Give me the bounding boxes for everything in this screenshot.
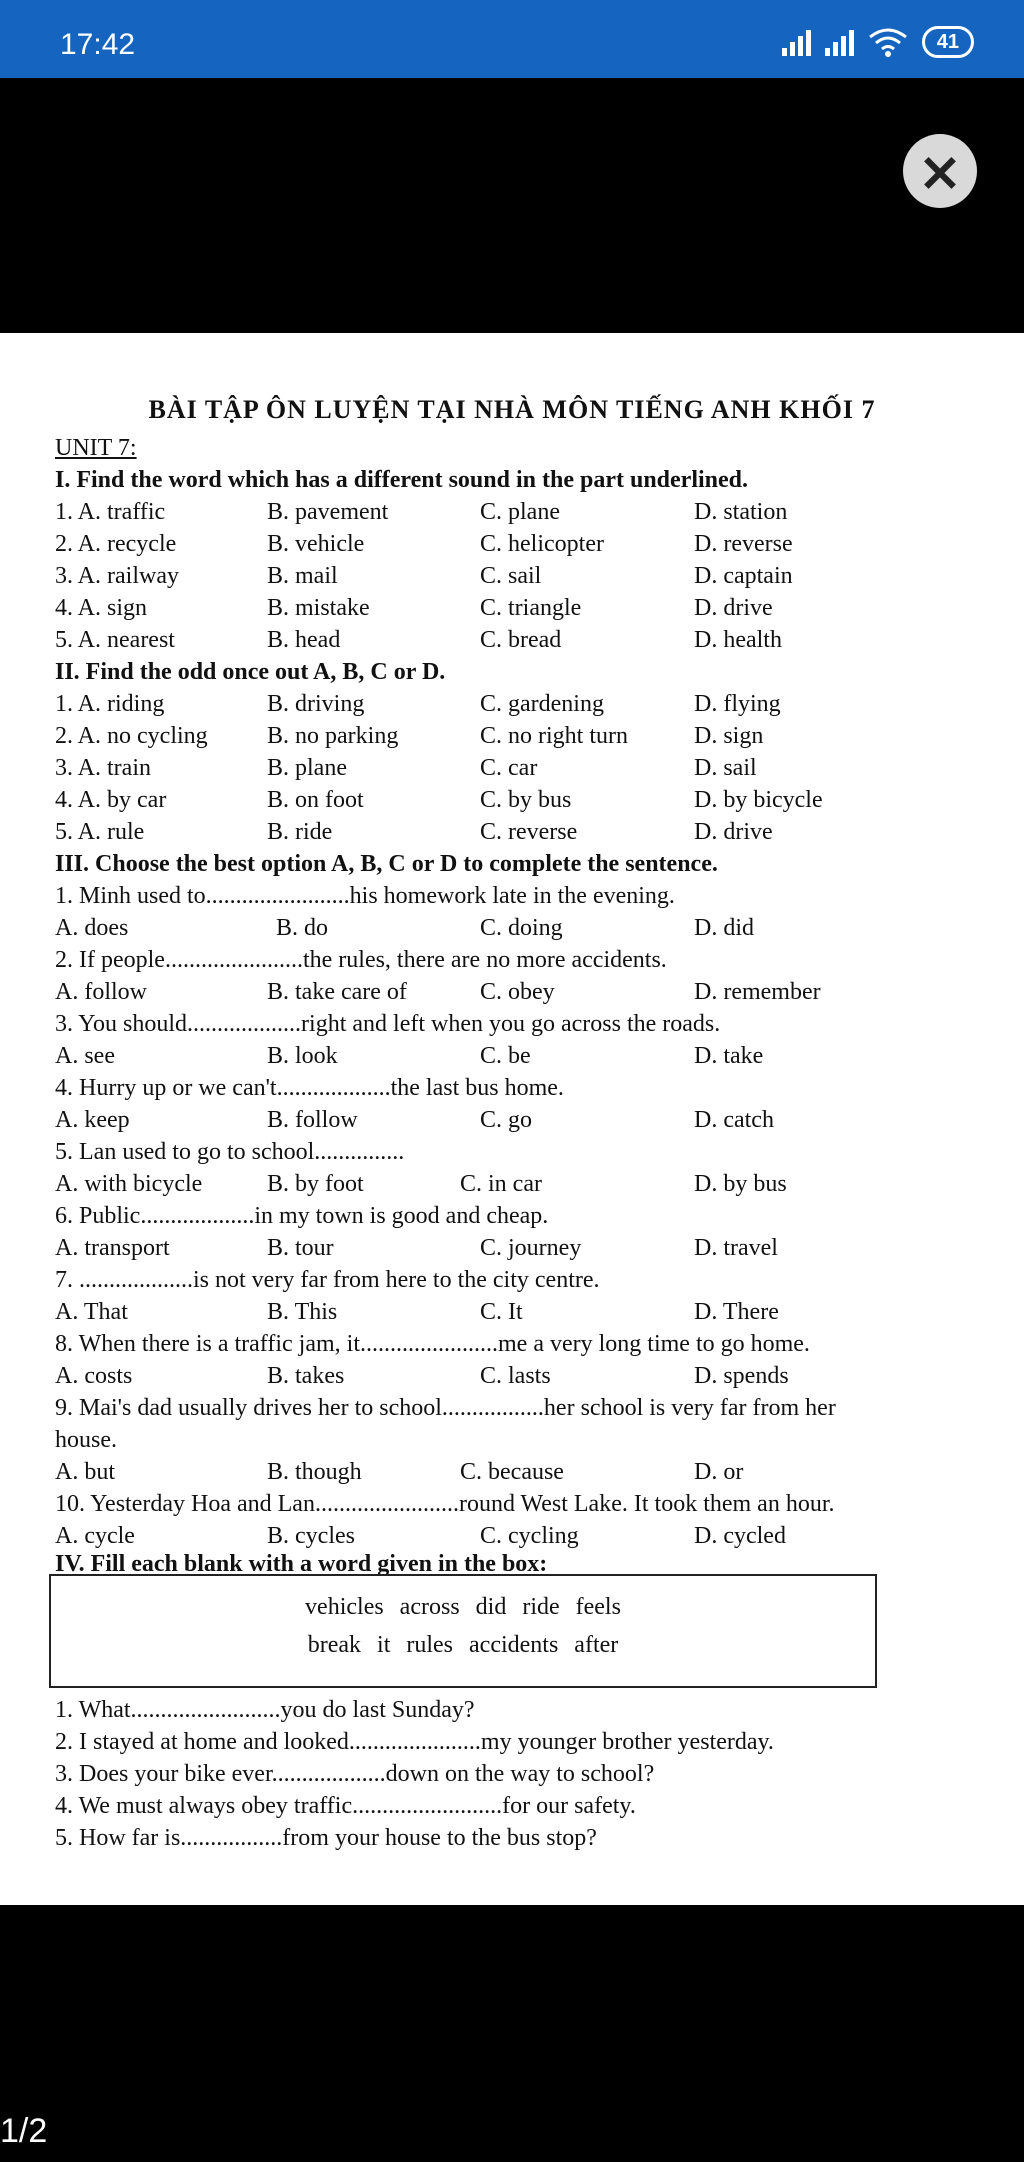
q8-a: A. costs [55, 1363, 133, 1389]
p2-2-c: C. no right turn [480, 723, 628, 749]
wifi-icon [868, 27, 908, 57]
section-2-heading: II. Find the odd once out A, B, C or D. [55, 659, 446, 685]
p2-3-d: D. sail [694, 755, 757, 781]
q5-b: B. by foot [267, 1171, 364, 1197]
question-2: 2. If people.......................the rules, there are no more accidents. [55, 947, 667, 973]
q7-d: D. There [694, 1299, 779, 1325]
q10-d: D. cycled [694, 1523, 786, 1549]
signal-icon [782, 28, 811, 56]
q9-b: B. though [267, 1459, 362, 1485]
q2-b: B. take care of [267, 979, 407, 1005]
q1-c: C. doing [480, 915, 563, 941]
p1-2-d: D. reverse [694, 531, 793, 557]
p1-4-b: B. mistake [267, 595, 370, 621]
p1-1-b: B. pavement [267, 499, 389, 525]
p1-2-b: B. vehicle [267, 531, 365, 557]
p1-5-c: C. bread [480, 627, 562, 653]
q2-c: C. obey [480, 979, 555, 1005]
q7-c: C. It [480, 1299, 523, 1325]
p1-4-d: D. drive [694, 595, 773, 621]
question-1: 1. Minh used to........................his homework late in the evening. [55, 883, 675, 909]
p1-2-a: 2. A. recycle [55, 531, 177, 557]
p1-5-a: 5. A. nearest [55, 627, 175, 653]
section-1-heading: I. Find the word which has a different sound in the part underlined. [55, 467, 748, 493]
q6-b: B. tour [267, 1235, 334, 1261]
fill-3: 3. Does your bike ever...................down on the way to school? [55, 1761, 655, 1787]
p2-4-a: 4. A. by car [55, 787, 167, 813]
battery-icon: 41 [922, 26, 974, 58]
p1-3-c: C. sail [480, 563, 542, 589]
question-5: 5. Lan used to go to school............... [55, 1139, 405, 1165]
unit-heading: UNIT 7: [55, 435, 137, 461]
p2-4-d: D. by bicycle [694, 787, 823, 813]
p2-5-c: C. reverse [480, 819, 578, 845]
p2-2-d: D. sign [694, 723, 764, 749]
p2-2-a: 2. A. no cycling [55, 723, 208, 749]
q1-d: D. did [694, 915, 754, 941]
q5-a: A. with bicycle [55, 1171, 203, 1197]
p2-5-b: B. ride [267, 819, 333, 845]
question-10: 10. Yesterday Hoa and Lan........................round West Lake. It took them an hour. [55, 1491, 835, 1517]
fill-2: 2. I stayed at home and looked......................my younger brother yesterday. [55, 1729, 774, 1755]
q1-a: A. does [55, 915, 129, 941]
p1-1-c: C. plane [480, 499, 560, 525]
section-4-heading: IV. Fill each blank with a word given in the box: [55, 1551, 548, 1577]
q3-c: C. be [480, 1043, 531, 1069]
q9-c: C. because [460, 1459, 564, 1485]
q8-c: C. lasts [480, 1363, 551, 1389]
p1-1-d: D. station [694, 499, 788, 525]
word-box-row-2: break it rules accidents after [307, 1632, 619, 1658]
p2-1-a: 1. A. riding [55, 691, 165, 717]
p1-4-a: 4. A. sign [55, 595, 148, 621]
q5-d: D. by bus [694, 1171, 787, 1197]
q10-a: A. cycle [55, 1523, 135, 1549]
q4-b: B. follow [267, 1107, 358, 1133]
question-3: 3. You should...................right and left when you go across the roads. [55, 1011, 721, 1037]
p2-1-b: B. driving [267, 691, 365, 717]
signal-icon-2 [825, 28, 854, 56]
q3-a: A. see [55, 1043, 115, 1069]
q8-d: D. spends [694, 1363, 789, 1389]
q5-c: C. in car [460, 1171, 542, 1197]
status-icons [782, 26, 974, 58]
q10-c: C. cycling [480, 1523, 579, 1549]
page-indicator: 1/2 [0, 2112, 48, 2150]
q10-b: B. cycles [267, 1523, 355, 1549]
close-button[interactable]: × [903, 134, 977, 208]
status-time: 17:42 [60, 28, 136, 61]
q6-a: A. transport [55, 1235, 170, 1261]
question-7: 7. ...................is not very far from here to the city centre. [55, 1267, 600, 1293]
q9-a: A. but [55, 1459, 115, 1485]
fill-5: 5. How far is.................from your house to the bus stop? [55, 1825, 597, 1851]
p2-2-b: B. no parking [267, 723, 399, 749]
p2-3-a: 3. A. train [55, 755, 151, 781]
question-8: 8. When there is a traffic jam, it.......................me a very long time to go home. [55, 1331, 810, 1357]
q2-a: A. follow [55, 979, 147, 1005]
q7-a: A. That [55, 1299, 128, 1325]
p1-3-a: 3. A. railway [55, 563, 179, 589]
q7-b: B. This [267, 1299, 338, 1325]
p1-3-b: B. mail [267, 563, 338, 589]
p1-5-d: D. health [694, 627, 782, 653]
q2-d: D. remember [694, 979, 821, 1005]
p1-5-b: B. head [267, 627, 341, 653]
q4-d: D. catch [694, 1107, 774, 1133]
doc-title: BÀI TẬP ÔN LUYỆN TẠI NHÀ MÔN TIẾNG ANH KHỐI 7 [148, 395, 876, 424]
question-6: 6. Public...................in my town is good and cheap. [55, 1203, 549, 1229]
q8-b: B. takes [267, 1363, 345, 1389]
p1-4-c: C. triangle [480, 595, 582, 621]
q9-d: D. or [694, 1459, 744, 1485]
p2-4-c: C. by bus [480, 787, 572, 813]
word-box-row-1: vehicles across did ride feels [305, 1594, 621, 1620]
section-3-heading: III. Choose the best option A, B, C or D to complete the sentence. [55, 851, 718, 877]
question-9: 9. Mai's dad usually drives her to school.................her school is very far from her [55, 1395, 836, 1421]
status-bar [0, 0, 1024, 78]
word-box [49, 1574, 877, 1688]
q4-a: A. keep [55, 1107, 130, 1133]
p2-3-b: B. plane [267, 755, 347, 781]
p2-4-b: B. on foot [267, 787, 364, 813]
q3-b: B. look [267, 1043, 338, 1069]
p2-5-a: 5. A. rule [55, 819, 145, 845]
q4-c: C. go [480, 1107, 533, 1133]
q6-c: C. journey [480, 1235, 582, 1261]
p1-1-a: 1. A. traffic [55, 499, 166, 525]
q3-d: D. take [694, 1043, 764, 1069]
p2-1-c: C. gardening [480, 691, 604, 717]
fill-1: 1. What.........................you do last Sunday? [55, 1697, 475, 1723]
fill-4: 4. We must always obey traffic.........................for our safety. [55, 1793, 636, 1819]
p1-3-d: D. captain [694, 563, 793, 589]
q6-d: D. travel [694, 1235, 778, 1261]
p1-2-c: C. helicopter [480, 531, 604, 557]
question-9-cont: house. [55, 1427, 117, 1453]
p2-5-d: D. drive [694, 819, 773, 845]
p2-1-d: D. flying [694, 691, 781, 717]
p2-3-c: C. car [480, 755, 538, 781]
document-page [0, 333, 1024, 1905]
q1-b: B. do [276, 915, 329, 941]
question-4: 4. Hurry up or we can't...................the last bus home. [55, 1075, 564, 1101]
